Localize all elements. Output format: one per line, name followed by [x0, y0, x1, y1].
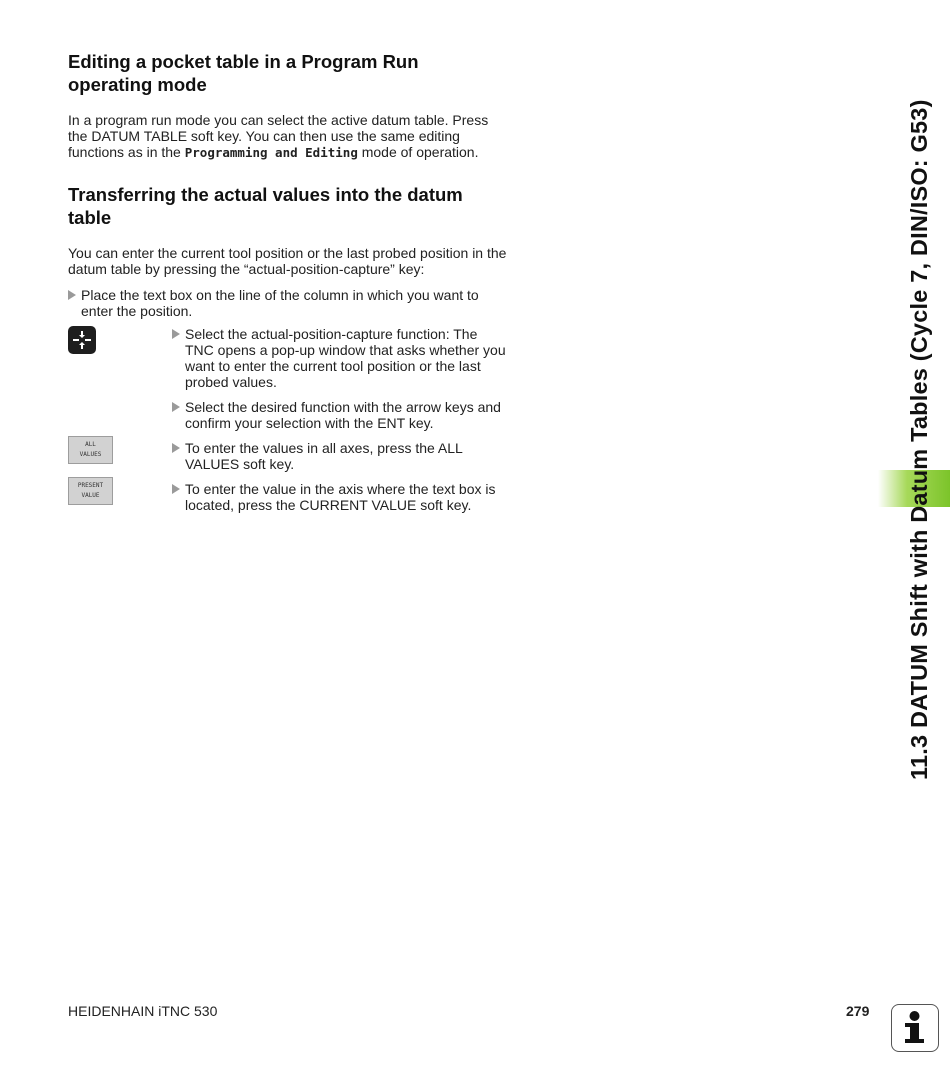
text-run: mode of operation.: [357, 144, 479, 160]
triangle-bullet-icon: [172, 402, 180, 412]
bullet-text: Place the text box on the line of the column in which you want to enter the position.: [81, 287, 479, 319]
paragraph-program-run: [68, 112, 508, 161]
triangle-bullet-icon: [172, 484, 180, 494]
step-row: [68, 326, 508, 390]
text-run: In a program run mode you can select the active datum table. Press the DATUM TABLE soft key. You can then use the same editing functions as in the: [68, 112, 489, 160]
footer-text: HEIDENHAIN iTNC 530: [68, 1003, 218, 1019]
step-row: [68, 481, 508, 513]
section-title-editing-pocket-table: [68, 50, 508, 96]
info-icon: [891, 1004, 939, 1052]
step-text: Select the actual-position-capture function: The TNC opens a pop-up window that asks whether you want to enter the current tool position or the last probed values.: [185, 326, 506, 390]
title-line: operating mode: [68, 74, 207, 95]
steps-list: [68, 326, 508, 513]
title-line: table: [68, 207, 112, 228]
step-item: [68, 399, 508, 431]
title-line: Editing a pocket table in a Program Run: [68, 51, 419, 72]
title-line: Transferring the actual values into the datum: [68, 184, 463, 205]
chapter-side-title: 11.3 DATUM Shift with Datum Tables (Cycle 7, DIN/ISO: G53): [906, 99, 932, 780]
triangle-bullet-icon: [68, 290, 76, 300]
step-row: [68, 440, 508, 472]
triangle-bullet-icon: [172, 329, 180, 339]
section-title-transferring-actual-values: [68, 183, 508, 229]
step-item: [68, 481, 508, 513]
page-number: 279: [846, 1003, 870, 1019]
step-text: Select the desired function with the arrow keys and confirm your selection with the ENT key.: [185, 399, 501, 431]
step-item: [68, 326, 508, 390]
softkey-label: ALL: [85, 441, 96, 448]
softkey-label: VALUES: [79, 451, 102, 458]
step-text: To enter the values in all axes, press the ALL VALUES soft key.: [185, 440, 463, 472]
step-text: To enter the value in the axis where the text box is located, press the CURRENT VALUE soft key.: [185, 481, 496, 513]
step-item: [68, 440, 508, 472]
paragraph-intro: You can enter the current tool position or the last probed position in the datum table by pressing the “actual-position-capture” key:: [68, 245, 507, 277]
bullet-item: [68, 287, 508, 319]
softkey-label: PRESENT: [77, 482, 104, 489]
softkey-label: VALUE: [81, 492, 100, 499]
triangle-bullet-icon: [172, 443, 180, 453]
code-text: Programming and Editing: [184, 145, 358, 160]
main-content: [68, 50, 508, 513]
